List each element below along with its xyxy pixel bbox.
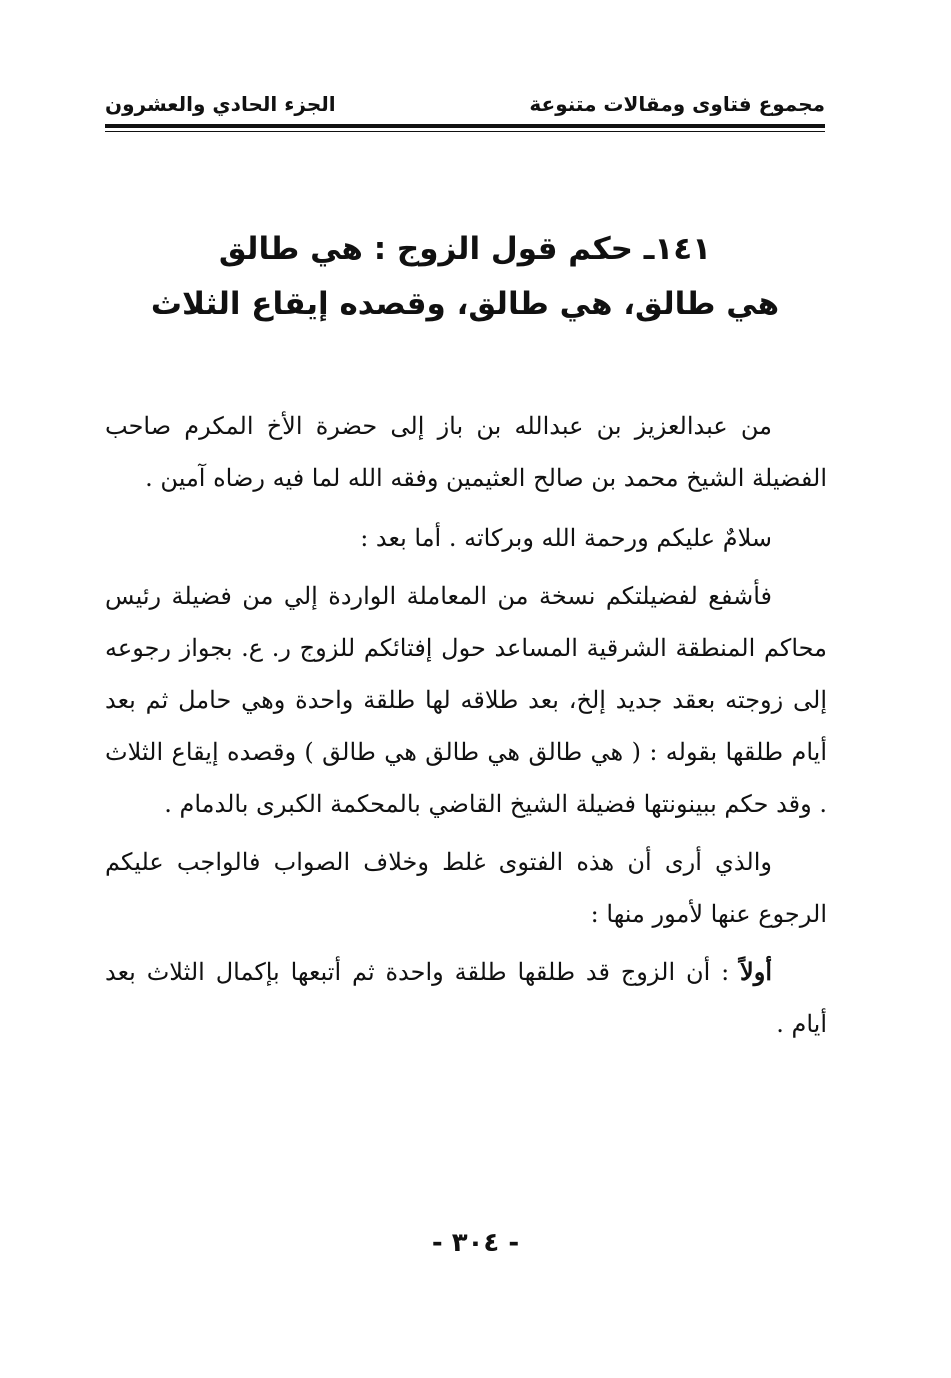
page-number: - ٣٠٤ - <box>431 1228 520 1258</box>
paragraph-greeting-address: من عبدالعزيز بن عبدالله بن باز إلى حضرة الأخ المكرم صاحب الفضيلة الشيخ محمد بن صالح العثيمين وفقه الله لما فيه رضاه آمين . <box>105 412 827 492</box>
book-title: مجموع فتاوى ومقالات متنوعة <box>529 92 825 116</box>
body-text <box>105 400 827 1056</box>
running-header <box>105 92 825 122</box>
paragraph-opinion: والذي أرى أن هذه الفتوى غلط وخلاف الصواب فالواجب عليكم الرجوع عنها لأمور منها : <box>105 848 827 928</box>
fatwa-title <box>105 222 825 332</box>
title-line-1: ١٤١ـ حكم قول الزوج : هي طالق <box>218 231 712 267</box>
paragraph-salutation: سلامٌ عليكم ورحمة الله وبركاته . أما بعد : <box>360 524 772 552</box>
volume-label: الجزء الحادي والعشرون <box>105 92 336 116</box>
first-reason-lead: أولاً <box>740 957 772 986</box>
paragraph-case: فأشفع لفضيلتكم نسخة من المعاملة الواردة إلي من فضيلة رئيس محاكم المنطقة الشرقية المساعد حول إفتائكم للزوج ر. ع. بجواز رجوعه إلى زوجته بعقد جديد إلخ، بعد طلاقه لها طلقة واحدة وهي حامل ثم بعد أيام طلقها بقوله : ( هي طالق هي طالق هي طالق ) وقصده إيقاع الثلاث . وقد حكم ببينونتها فضيلة الشيخ القاضي بالمحكمة الكبرى بالدمام . <box>105 582 827 818</box>
title-line-2: هي طالق، هي طالق، وقصده إيقاع الثلاث <box>150 286 780 322</box>
header-rule-thick <box>105 124 825 128</box>
header-rule-thin <box>105 131 825 132</box>
first-reason-text: : أن الزوج قد طلقها طلقة واحدة ثم أتبعها بإكمال الثلاث بعد أيام . <box>105 958 827 1038</box>
paragraph-first-reason <box>105 946 827 1050</box>
